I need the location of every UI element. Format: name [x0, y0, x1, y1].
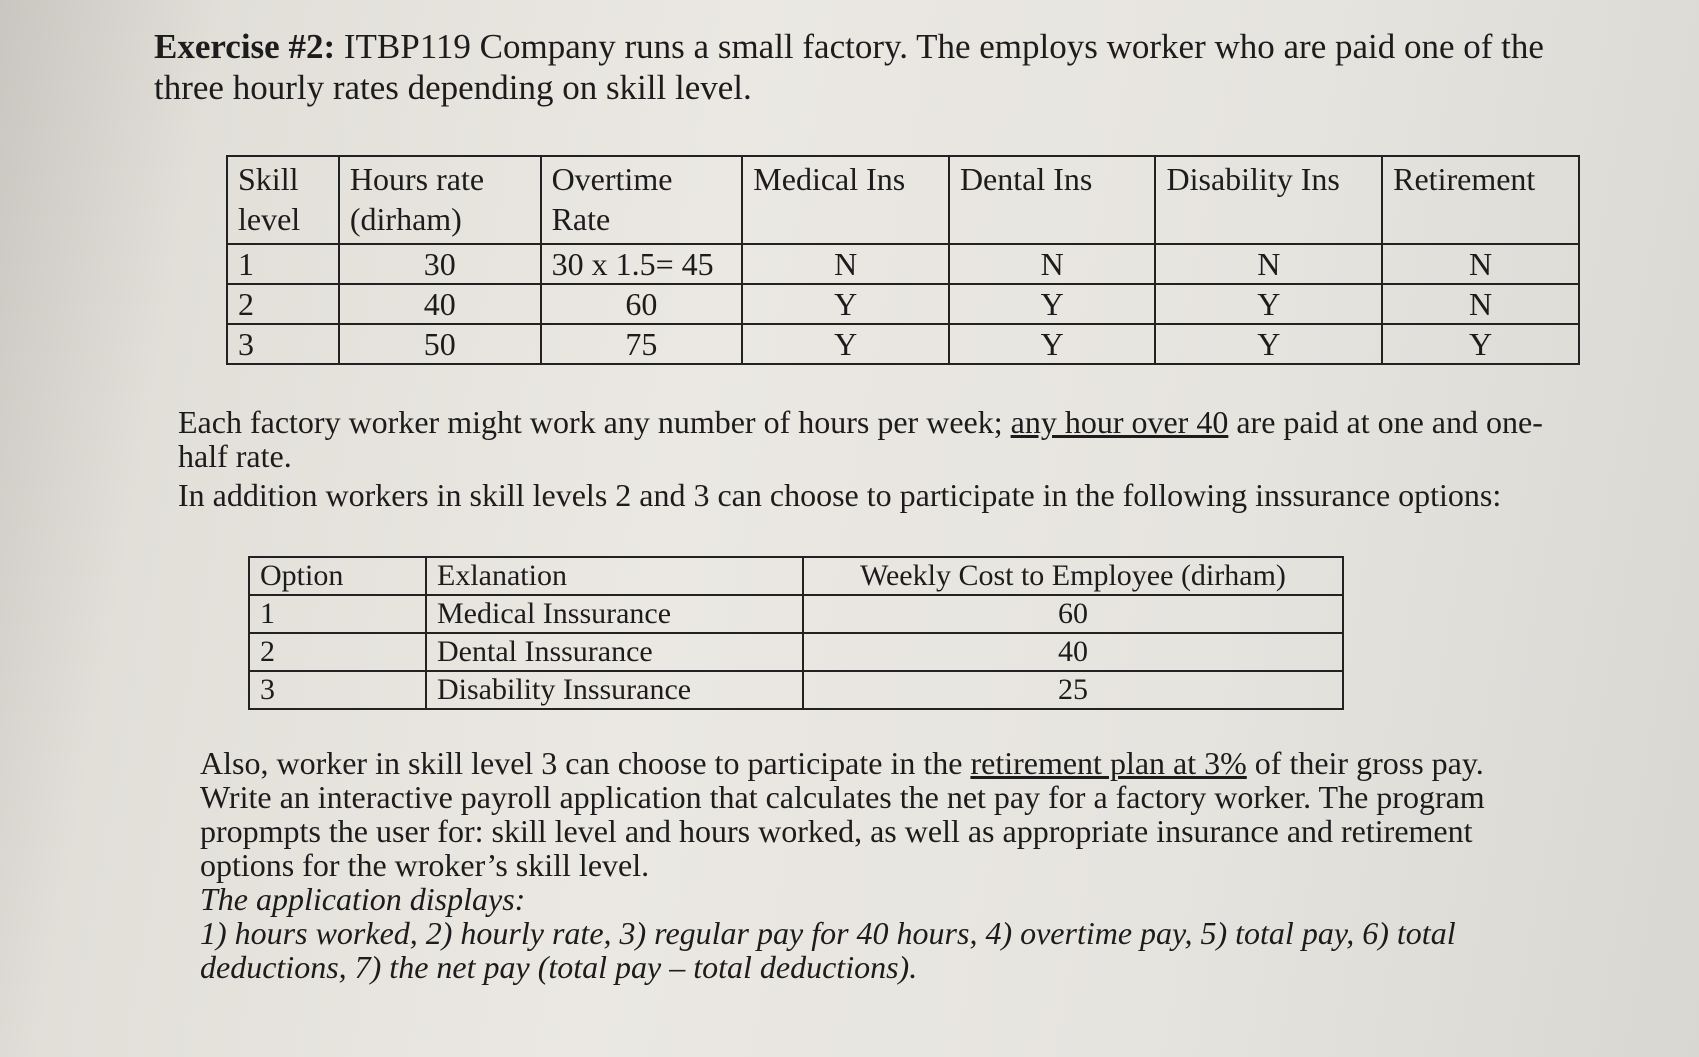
- table-cell: 3: [249, 671, 426, 709]
- overtime-paragraph: [178, 405, 1558, 473]
- header-cell: Weekly Cost to Employee (dirham): [803, 557, 1343, 595]
- table-cell: Dental Inssurance: [426, 633, 803, 671]
- table-row: [227, 324, 1579, 364]
- overtime-underlined: any hour over 40: [1010, 404, 1229, 440]
- table-cell: 2: [249, 633, 426, 671]
- table-cell: 75: [541, 324, 743, 364]
- header-cell: Skill level: [227, 156, 339, 244]
- exercise-label: Exercise #2:: [154, 27, 336, 66]
- table-cell: Y: [1155, 324, 1382, 364]
- displays-intro: The application displays:: [200, 881, 526, 917]
- table-header-row: [227, 156, 1579, 244]
- table-row: [249, 595, 1343, 633]
- table-row: [227, 284, 1579, 324]
- table-cell: N: [1155, 244, 1382, 284]
- header-cell: Retirement: [1382, 156, 1579, 244]
- header-cell: Overtime Rate: [541, 156, 743, 244]
- table-cell: Y: [742, 324, 949, 364]
- table-cell: 40: [339, 284, 541, 324]
- header-cell: Disability Ins: [1155, 156, 1382, 244]
- retirement-underlined: retirement plan at 3%: [970, 745, 1247, 781]
- retirement-paragraph: [200, 746, 1540, 984]
- table-cell: 30 x 1.5= 45: [541, 244, 743, 284]
- exercise-intro: [154, 26, 1594, 108]
- table-cell: Y: [1382, 324, 1579, 364]
- header-cell: Hours rate (dirham): [339, 156, 541, 244]
- table-cell: 40: [803, 633, 1343, 671]
- table-cell: 25: [803, 671, 1343, 709]
- table-cell: N: [742, 244, 949, 284]
- table-cell: N: [1382, 284, 1579, 324]
- table-cell: 1: [249, 595, 426, 633]
- overtime-text-end: are paid at one and one-half rate.: [178, 404, 1543, 474]
- table-cell: Y: [742, 284, 949, 324]
- header-cell: Medical Ins: [742, 156, 949, 244]
- retirement-text: Also, worker in skill level 3 can choose to participate in the: [200, 745, 971, 781]
- header-cell: Option: [249, 557, 426, 595]
- table-cell: N: [949, 244, 1156, 284]
- header-cell: Exlanation: [426, 557, 803, 595]
- displays-list: 1) hours worked, 2) hourly rate, 3) regular pay for 40 hours, 4) overtime pay, 5) total pay, 6) total deductions, 7) the net pay (total pay – total deductions).: [200, 915, 1456, 985]
- table-cell: 1: [227, 244, 339, 284]
- table-cell: Y: [1155, 284, 1382, 324]
- exercise-intro-text: ITBP119 Company runs a small factory. The employs worker who are paid one of the three hourly rates depending on skill level.: [154, 27, 1544, 107]
- table-cell: Medical Inssurance: [426, 595, 803, 633]
- header-cell: Dental Ins: [949, 156, 1156, 244]
- table-cell: Disability Inssurance: [426, 671, 803, 709]
- table-cell: 60: [541, 284, 743, 324]
- table-header-row: [249, 557, 1343, 595]
- table-row: [227, 244, 1579, 284]
- table-cell: 60: [803, 595, 1343, 633]
- table-cell: N: [1382, 244, 1579, 284]
- table-cell: 50: [339, 324, 541, 364]
- retirement-text-end: of their gross pay. Write an interactive payroll application that calculates the net pay for a factory worker. The program propmpts the user for: skill level and hours worked, as well as appropriate insurance and retirement options for the wroker’s skill level.: [200, 745, 1485, 883]
- table-row: [249, 633, 1343, 671]
- table-cell: Y: [949, 284, 1156, 324]
- skill-rates-table: [226, 155, 1580, 365]
- insurance-paragraph: In addition workers in skill levels 2 and 3 can choose to participate in the following inssurance options:: [178, 477, 1502, 513]
- insurance-options-table: [248, 556, 1344, 710]
- table-cell: Y: [949, 324, 1156, 364]
- table-cell: 3: [227, 324, 339, 364]
- table-row: [249, 671, 1343, 709]
- table-cell: 30: [339, 244, 541, 284]
- overtime-text: Each factory worker might work any number of hours per week;: [178, 404, 1011, 440]
- table-cell: 2: [227, 284, 339, 324]
